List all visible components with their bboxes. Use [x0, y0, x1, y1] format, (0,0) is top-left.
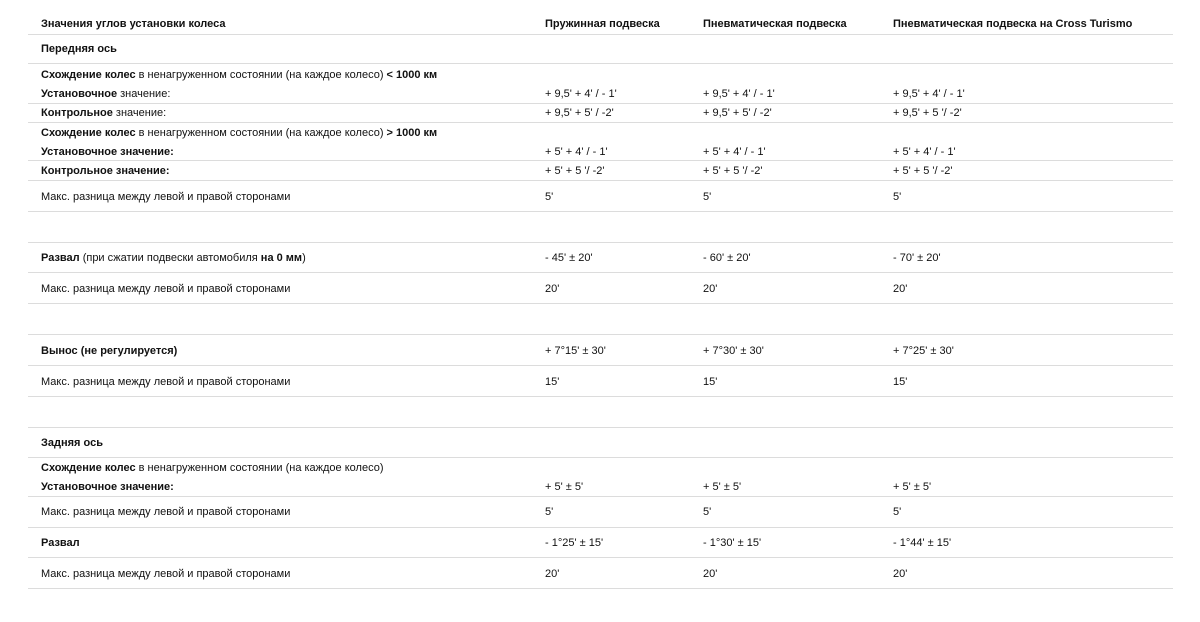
toe-lt1000-label — [41, 68, 437, 82]
section-title-front: Передняя ось — [41, 43, 117, 55]
toe-lt1000-set-label — [41, 87, 170, 101]
rear-toe-set-label: Установочное значение: — [41, 481, 174, 493]
camber-air: - 60' ± 20' — [703, 252, 751, 264]
toe-lt1000-check-spring: + 9,5' + 5' / -2' — [545, 107, 614, 119]
rear-camber-diff-cross: 20' — [893, 568, 908, 580]
toe-lt1000-set-air: + 9,5' + 4' / - 1' — [703, 88, 775, 100]
toe-gt1000-check-spring: + 5' + 5 '/ -2' — [545, 165, 605, 177]
rear-toe-set-air: + 5' ± 5' — [703, 481, 742, 493]
toe-gt1000-check-cross: + 5' + 5 '/ -2' — [893, 165, 953, 177]
camber-label-bold: Развал — [41, 252, 80, 264]
toe-label-rest: в ненагруженном состоянии (на каждое колесо) — [135, 127, 387, 139]
rear-camber-diff-label: Макс. разница между левой и правой сторонами — [41, 568, 291, 580]
header-col-air: Пневматическая подвеска — [703, 18, 847, 30]
toe-diff-air: 5' — [703, 191, 712, 203]
camber-cross: - 70' ± 20' — [893, 252, 941, 264]
set-label-rest: значение: — [117, 88, 171, 100]
rear-toe-diff-label: Макс. разница между левой и правой сторонами — [41, 506, 291, 518]
toe-lt1000-check-cross: + 9,5' + 5 '/ -2' — [893, 107, 962, 119]
divider — [28, 103, 1173, 104]
camber-diff-air: 20' — [703, 283, 718, 295]
rear-camber-diff-spring: 20' — [545, 568, 560, 580]
divider — [28, 527, 1173, 528]
divider — [28, 303, 1173, 304]
caster-diff-spring: 15' — [545, 376, 560, 388]
divider — [28, 63, 1173, 64]
toe-lt1000-set-cross: + 9,5' + 4' / - 1' — [893, 88, 965, 100]
divider — [28, 334, 1173, 335]
rear-toe-diff-air: 5' — [703, 506, 712, 518]
caster-diff-air: 15' — [703, 376, 718, 388]
check-label-bold: Контрольное — [41, 107, 113, 119]
divider — [28, 365, 1173, 366]
divider — [28, 122, 1173, 123]
divider — [28, 427, 1173, 428]
camber-diff-cross: 20' — [893, 283, 908, 295]
set-label-bold: Установочное — [41, 88, 118, 100]
camber-spring: - 45' ± 20' — [545, 252, 593, 264]
rear-toe-set-spring: + 5' ± 5' — [545, 481, 584, 493]
rear-toe-diff-cross: 5' — [893, 506, 902, 518]
rear-toe-diff-spring: 5' — [545, 506, 554, 518]
toe-diff-cross: 5' — [893, 191, 902, 203]
rear-toe-label-rest: в ненагруженном состоянии (на каждое колесо) — [135, 462, 384, 474]
camber-diff-label: Макс. разница между левой и правой сторонами — [41, 283, 291, 295]
divider — [28, 160, 1173, 161]
toe-label-bold: Схождение колес — [41, 69, 136, 81]
toe-diff-label: Макс. разница между левой и правой сторонами — [41, 191, 291, 203]
toe-lt1000-check-air: + 9,5' + 5' / -2' — [703, 107, 772, 119]
camber-label-mm: на 0 мм — [260, 252, 303, 264]
rear-camber-label: Развал — [41, 537, 80, 549]
toe-gt1000-label — [41, 126, 437, 140]
toe-label-mileage: < 1000 км — [386, 69, 438, 81]
divider — [28, 588, 1173, 589]
divider — [28, 211, 1173, 212]
divider — [28, 34, 1173, 35]
camber-diff-spring: 20' — [545, 283, 560, 295]
header-col-param: Значения углов установки колеса — [41, 18, 226, 30]
rear-camber-cross: - 1°44' ± 15' — [893, 537, 952, 549]
caster-cross: + 7°25' ± 30' — [893, 345, 954, 357]
toe-diff-spring: 5' — [545, 191, 554, 203]
caster-air: + 7°30' ± 30' — [703, 345, 764, 357]
toe-label-bold: Схождение колес — [41, 127, 136, 139]
divider — [28, 180, 1173, 181]
caster-diff-label: Макс. разница между левой и правой сторонами — [41, 376, 291, 388]
divider — [28, 457, 1173, 458]
divider — [28, 272, 1173, 273]
rear-toe-label-bold: Схождение колес — [41, 462, 136, 474]
rear-camber-air: - 1°30' ± 15' — [703, 537, 762, 549]
divider — [28, 557, 1173, 558]
toe-label-mileage: > 1000 км — [386, 127, 438, 139]
toe-gt1000-set-label: Установочное значение: — [41, 146, 174, 158]
toe-lt1000-check-label — [41, 106, 166, 120]
camber-label-end: ) — [302, 252, 306, 264]
divider — [28, 396, 1173, 397]
camber-label-rest: (при сжатии подвески автомобиля — [79, 252, 261, 264]
toe-lt1000-set-spring: + 9,5' + 4' / - 1' — [545, 88, 617, 100]
toe-gt1000-check-label: Контрольное значение: — [41, 165, 170, 177]
header-col-spring: Пружинная подвеска — [545, 18, 660, 30]
caster-label: Вынос (не регулируется) — [41, 345, 178, 357]
divider — [28, 496, 1173, 497]
section-title-rear: Задняя ось — [41, 437, 103, 449]
toe-gt1000-set-spring: + 5' + 4' / - 1' — [545, 146, 608, 158]
rear-camber-diff-air: 20' — [703, 568, 718, 580]
toe-gt1000-check-air: + 5' + 5 '/ -2' — [703, 165, 763, 177]
check-label-rest: значение: — [112, 107, 167, 119]
caster-diff-cross: 15' — [893, 376, 908, 388]
header-col-air-cross-turismo: Пневматическая подвеска на Cross Turismo — [893, 18, 1133, 30]
rear-toe-label — [41, 461, 383, 475]
rear-camber-spring: - 1°25' ± 15' — [545, 537, 604, 549]
rear-toe-set-cross: + 5' ± 5' — [893, 481, 932, 493]
toe-label-rest: в ненагруженном состоянии (на каждое колесо) — [135, 69, 387, 81]
toe-gt1000-set-air: + 5' + 4' / - 1' — [703, 146, 766, 158]
camber-label — [41, 251, 306, 265]
toe-gt1000-set-cross: + 5' + 4' / - 1' — [893, 146, 956, 158]
caster-spring: + 7°15' ± 30' — [545, 345, 606, 357]
divider — [28, 242, 1173, 243]
